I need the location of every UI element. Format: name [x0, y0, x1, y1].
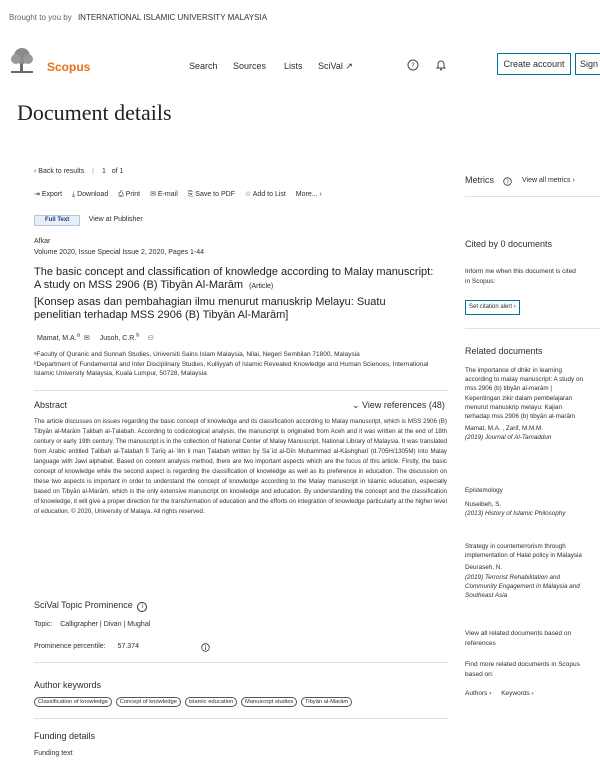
add-to-list-button[interactable]: ☆ Add to List [244, 191, 286, 198]
related-source: (2013) History of Islamic Philosophy [465, 510, 566, 518]
affiliation-a: ᵃFaculty of Quranic and Sunnah Studies, Universiti Sains Islam Malaysia, Nilai, Negeri Sembilan 71800, Malaysia [34, 351, 360, 358]
related-title-link[interactable]: Epistemology [465, 487, 503, 494]
help-icon[interactable] [503, 177, 512, 186]
keyword-chip[interactable]: Concept of knowledge [116, 697, 181, 707]
related-item [465, 486, 585, 519]
related-source: (2019) Journal of Al-Tamaddun [465, 434, 552, 442]
download-icon: ⤓ [72, 191, 76, 198]
keyword-chip[interactable]: Islamic education [185, 697, 238, 707]
download-button[interactable]: ⤓ Download [72, 191, 109, 198]
save-pdf-button[interactable]: ⎘ Save to PDF [187, 191, 235, 198]
fulltext-row [34, 208, 143, 226]
export-button[interactable]: ⇥ Export [34, 191, 63, 198]
author-keywords-heading: Author keywords [34, 680, 102, 690]
elsevier-tree-icon [8, 46, 36, 74]
fulltext-badge[interactable]: Full Text [34, 215, 80, 226]
affiliation-b: ᵇDepartment of Fundamental and Inter Disciplinary Studies, Kulliyyah of Islamic Revealed Knowledge and Human Sciences, International Islamic University Malaysia, Kuala Lumpur, 50728, Malaysia [34, 360, 429, 377]
divider [465, 328, 600, 329]
journal-details: Volume 2020, Issue Special Issue 2, 2020, Pages 1-44 [34, 249, 205, 256]
affiliations [34, 350, 434, 379]
abstract-text: The article discusses on issues regarding the basic concept of knowledge and its classification according to Malay manuscript, which is MSS 2906 (B) Tibyān al-Marām Ṭalibah al-Ṭalabah. According to codicological analysis, the manuscript is originated from Aceh and it was written at the end of 18th century or early 19th century. The manuscript is in the collection of National Center of Malay Manuscript, National Library of Malaysia. It was translated from Arabic entitled Ṭalibah al-Ṭalabah fī Ṭarīq al-ʿIlm li man Ṭalabah written by Saʿīd al-Dīn Muḥammad al-Kāshgharī (d.705H/1305M) into Malay language with Jawi alphabet. Based on content analysis method, there are two important aspects which are the focus of this article. Firstly, the basic concept of knowledge while the second aspect is regarding the classification of knowledge as well as its preference in education. The discussion on these two aspects is important in order to understand the concept of knowledge according to the Malay manuscript in Islamic education, especially based on Tibyān al-Marām, which is the only extensive manuscript on knowledge and education. By understanding the concept and the classification of knowledge, it will give a proper direction for the transformation of education and the efforts on integration of knowledge particularly at the higher level of education. © 2020, University of Malaya. All rights reserved. [34, 418, 447, 515]
scopus-logo[interactable]: Scopus [47, 60, 91, 74]
elsevier-logo[interactable] [8, 46, 36, 74]
related-authors: Nuseibeh, S. [465, 501, 502, 509]
keyword-chip[interactable]: Classification of knowledge [34, 697, 112, 707]
help-icon[interactable] [407, 59, 419, 71]
journal-name[interactable]: Afkar [34, 238, 51, 245]
view-all-related-link[interactable]: View all related documents based on references [465, 630, 572, 647]
sign-in-button[interactable]: Sign [575, 53, 600, 75]
keyword-chip[interactable]: Manuscript studies [241, 697, 297, 707]
divider [465, 196, 600, 197]
keywords-link[interactable]: Keywords › [501, 690, 534, 697]
abstract-heading: Abstract [34, 400, 68, 410]
person-icon[interactable]: ⚇ [147, 335, 154, 343]
related-authors: Deuraseh, N. [465, 564, 503, 572]
author-link[interactable]: Jusoh, C.R.$^b$ [99, 333, 140, 343]
view-all-metrics-link[interactable]: View all metrics › [522, 177, 575, 184]
authors-link[interactable]: Authors › [465, 690, 492, 697]
results-nav: ‹ Back to results | 1 of 1 [34, 168, 124, 175]
related-item [465, 366, 585, 443]
related-source: (2019) Terrorist Rehabilitation and Community Engagement in Malaysia and Southeast Asia [465, 573, 580, 600]
keyword-chip[interactable]: Tibyān al-Marām [301, 697, 352, 707]
view-at-publisher-link[interactable]: View at Publisher [88, 216, 143, 223]
related-heading: Related documents [465, 346, 543, 356]
export-icon: ⇥ [34, 191, 40, 198]
info-icon[interactable]: i [137, 602, 147, 612]
info-icon[interactable] [201, 643, 210, 652]
related-authors: Mamat, M.A. , Zarif, M.M.M. [465, 425, 544, 433]
email-icon: ✉ [150, 191, 156, 198]
article-type: (Article) [249, 283, 274, 290]
cited-by-heading: Cited by 0 documents [465, 239, 553, 249]
funding-heading: Funding details [34, 731, 96, 741]
result-total: of 1 [111, 168, 124, 175]
author-link[interactable]: Mamat, M.A.$^a$ [37, 333, 80, 343]
based-on-links [465, 690, 534, 697]
topic-link[interactable]: Calligrapher | Divan | Mughal [60, 621, 151, 628]
view-references-link[interactable]: ⌄ View references (48) [352, 400, 445, 410]
authors [37, 333, 154, 342]
scival-percentile: Prominence percentile: 57.374 [34, 643, 139, 650]
back-to-results-link[interactable]: ‹ Back to results [34, 168, 85, 175]
related-title-link[interactable]: The importance of dhikr in learning according to malay manuscript: A study on mss 2906 (b) tibyān al-marām | Kepentingan zikir dalam pembelajaran menurut manuskrip melayu: Kajian terhadap mss 2906 (b) tibyān al-marām [465, 367, 583, 421]
more-button[interactable]: More... › [295, 191, 322, 198]
create-account-button[interactable]: Create account [497, 53, 571, 75]
find-more-text: Find more related documents in Scopus based on: [465, 661, 580, 678]
nav-scival[interactable]: SciVal ↗ [318, 61, 353, 71]
svg-text:?: ? [411, 61, 415, 70]
toolbar [34, 190, 322, 199]
metrics-heading: Metrics [465, 175, 494, 185]
brought-to-you: Brought to you by INTERNATIONAL ISLAMIC UNIVERSITY MALAYSIA [9, 13, 268, 22]
bell-icon[interactable] [435, 59, 447, 71]
result-position: 1 [101, 168, 106, 175]
pdf-icon: ⎘ [187, 191, 194, 198]
page-title: Document details [17, 100, 172, 125]
svg-text:?: ? [506, 179, 509, 186]
related-item [465, 542, 585, 600]
nav-lists[interactable]: Lists [284, 61, 303, 71]
article-alt-title: [Konsep asas dan pembahagian ilmu menurut manuskrip Melayu: Suatu penelitian terhadap MSS 2906 (B) Tibyān Al-Marām] [34, 296, 386, 321]
email-icon[interactable]: ✉ [83, 335, 90, 343]
funding-text-label: Funding text [34, 750, 73, 757]
nav-sources[interactable]: Sources [233, 61, 267, 71]
set-citation-alert-button[interactable]: Set citation alert › [465, 300, 520, 315]
scival-topic: Topic: Calligrapher | Divan | Mughal [34, 621, 151, 628]
divider [34, 662, 448, 663]
related-title-link[interactable]: Strategy in counterterrorism through implementation of Halal policy in Malaysia [465, 543, 582, 560]
email-button[interactable]: ✉ E-mail [150, 191, 178, 198]
divider [34, 718, 448, 719]
divider [34, 390, 448, 391]
scival-heading: SciVal Topic Prominence i [34, 600, 147, 612]
article-title: The basic concept and classification of knowledge according to Malay manuscript: A study on MSS 2906 (B) Tibyān Al-Marām (Article) [34, 266, 434, 291]
star-icon: ☆ [244, 191, 252, 198]
print-button[interactable]: ⎙ Print [118, 191, 141, 198]
keyword-list [34, 697, 352, 707]
nav-search[interactable]: Search [189, 61, 218, 71]
inform-text: Inform me when this document is cited in Scopus: [465, 268, 576, 285]
print-icon: ⎙ [118, 191, 124, 198]
